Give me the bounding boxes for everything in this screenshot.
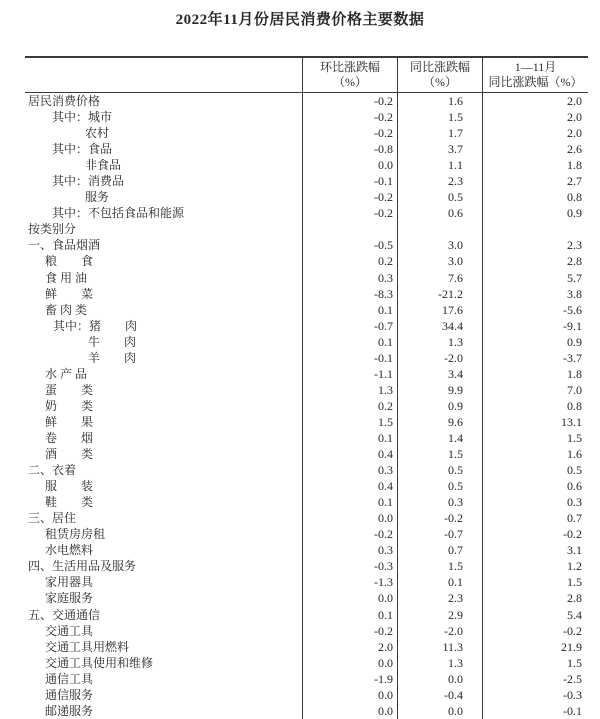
table-row — [25, 671, 588, 687]
table-row — [25, 414, 588, 430]
mom-value: 1.3 — [302, 382, 397, 398]
mom-value: 0.0 — [302, 510, 397, 526]
yoy-value: -21.2 — [397, 286, 482, 302]
table-row — [25, 430, 588, 446]
cum-value: 0.6 — [482, 478, 588, 494]
mom-value: 0.2 — [302, 253, 397, 269]
row-label: 租赁房房租 — [45, 527, 106, 542]
yoy-value: -2.0 — [397, 623, 482, 639]
cum-value: 1.8 — [482, 157, 588, 173]
mom-value: -1.1 — [302, 366, 397, 382]
yoy-value: 1.4 — [397, 430, 482, 446]
yoy-value: 0.5 — [397, 189, 482, 205]
yoy-value: -0.7 — [397, 526, 482, 542]
mom-value: 0.1 — [302, 430, 397, 446]
mom-value: -8.3 — [302, 286, 397, 302]
page-title: 2022年11月份居民消费价格主要数据 — [175, 12, 425, 28]
mom-value: -0.8 — [302, 141, 397, 157]
row-label: 邮递服务 — [45, 703, 94, 718]
cum-value: -3.7 — [482, 350, 588, 366]
mom-value: 0.1 — [302, 607, 397, 623]
table-row — [25, 350, 588, 366]
table-row — [25, 494, 588, 510]
yoy-value: 1.5 — [397, 558, 482, 574]
yoy-value: 1.1 — [397, 157, 482, 173]
row-label: 非食品 — [85, 158, 122, 173]
yoy-value: 0.5 — [397, 478, 482, 494]
header-yoy-line1: 同比涨跌幅 — [409, 60, 470, 74]
mom-value: -1.9 — [302, 671, 397, 687]
cum-value: 0.7 — [482, 510, 588, 526]
cum-value: 1.5 — [482, 430, 588, 446]
yoy-value: 2.3 — [397, 590, 482, 606]
table-row — [25, 157, 588, 173]
row-label: 家用器具 — [45, 575, 94, 590]
cum-value: -0.2 — [482, 623, 588, 639]
table-row — [25, 334, 588, 350]
row-label: 交通工具用燃料 — [45, 639, 130, 654]
mom-value: 0.0 — [302, 590, 397, 606]
cum-value: 0.3 — [482, 494, 588, 510]
row-label: 粮 食 — [45, 254, 94, 269]
mom-value: 0.4 — [302, 446, 397, 462]
header-cumulative-line2: 同比涨跌幅（%） — [488, 75, 583, 89]
row-label: 其中：消费品 — [52, 174, 125, 189]
cum-value: 1.5 — [482, 655, 588, 671]
table-row — [25, 558, 588, 574]
mom-value: 0.1 — [302, 302, 397, 318]
cum-value: 1.5 — [482, 574, 588, 590]
cum-value: 21.9 — [482, 639, 588, 655]
table-row — [25, 93, 588, 109]
header-yoy-column — [397, 58, 482, 92]
yoy-value: 1.5 — [397, 109, 482, 125]
header-cumulative-column — [482, 58, 588, 92]
cum-value: 5.4 — [482, 607, 588, 623]
mom-value: 0.0 — [302, 655, 397, 671]
row-label: 通信服务 — [45, 687, 94, 702]
row-label: 一、食品烟酒 — [28, 238, 101, 253]
cum-value: 3.8 — [482, 286, 588, 302]
table-row — [25, 639, 588, 655]
row-label: 其中：城市 — [52, 110, 113, 125]
table-row — [25, 221, 588, 237]
cum-value — [482, 221, 588, 237]
yoy-value: 34.4 — [397, 318, 482, 334]
mom-value: 0.1 — [302, 494, 397, 510]
yoy-value: 1.7 — [397, 125, 482, 141]
table-row — [25, 125, 588, 141]
cum-value: -0.1 — [482, 703, 588, 719]
yoy-value: 0.0 — [397, 671, 482, 687]
yoy-value: 0.0 — [397, 703, 482, 719]
row-label: 居民消费价格 — [28, 94, 101, 108]
table-row — [25, 590, 588, 606]
table-row — [25, 510, 588, 526]
mom-value: -0.2 — [302, 526, 397, 542]
row-label: 水 产 品 — [45, 366, 88, 381]
yoy-value: 0.7 — [397, 542, 482, 558]
table-row — [25, 237, 588, 253]
cum-value: 0.8 — [482, 189, 588, 205]
table-row — [25, 398, 588, 414]
cum-value: 2.0 — [482, 93, 588, 109]
yoy-value — [397, 221, 482, 237]
yoy-value: 1.6 — [397, 93, 482, 109]
mom-value: -1.3 — [302, 574, 397, 590]
cum-value: 2.0 — [482, 125, 588, 141]
cum-value: 2.8 — [482, 590, 588, 606]
row-label: 其中：食品 — [52, 142, 113, 157]
table-row — [25, 253, 588, 269]
table-row — [25, 270, 588, 286]
table-row — [25, 382, 588, 398]
table-row — [25, 542, 588, 558]
table-row — [25, 302, 588, 318]
row-label: 水电燃料 — [45, 543, 94, 558]
row-label: 牛 肉 — [88, 334, 137, 349]
cum-value: 3.1 — [482, 542, 588, 558]
yoy-value: 3.7 — [397, 141, 482, 157]
mom-value: 0.4 — [302, 478, 397, 494]
row-label: 二、衣着 — [28, 463, 77, 478]
cum-value: 1.6 — [482, 446, 588, 462]
yoy-value: 2.3 — [397, 173, 482, 189]
row-label: 交通工具使用和维修 — [45, 655, 154, 670]
row-label: 奶 类 — [45, 398, 94, 413]
cum-value: 0.9 — [482, 205, 588, 221]
row-label: 其中：猪 肉 — [53, 318, 138, 333]
table-row — [25, 655, 588, 671]
table-row — [25, 318, 588, 334]
cum-value: 1.2 — [482, 558, 588, 574]
yoy-value: 1.3 — [397, 334, 482, 350]
mom-value: 0.0 — [302, 157, 397, 173]
table-row — [25, 366, 588, 382]
table-body — [25, 93, 588, 719]
cum-value: 2.7 — [482, 173, 588, 189]
yoy-value: 11.3 — [397, 639, 482, 655]
mom-value: 0.0 — [302, 703, 397, 719]
mom-value: 1.5 — [302, 414, 397, 430]
yoy-value: 7.6 — [397, 270, 482, 286]
mom-value: -0.1 — [302, 350, 397, 366]
row-label: 酒 类 — [45, 447, 94, 462]
cum-value: -2.5 — [482, 671, 588, 687]
cum-value: 5.7 — [482, 270, 588, 286]
cum-value: -0.3 — [482, 687, 588, 703]
header-label-column — [25, 58, 302, 92]
table-row — [25, 687, 588, 703]
row-label: 农村 — [85, 126, 110, 141]
yoy-value: 3.0 — [397, 237, 482, 253]
row-label: 其中：不包括食品和能源 — [52, 206, 185, 221]
table-header-row — [25, 56, 588, 93]
cpi-data-table — [25, 56, 588, 719]
cum-value: 7.0 — [482, 382, 588, 398]
yoy-value: 9.9 — [397, 382, 482, 398]
yoy-value: 9.6 — [397, 414, 482, 430]
row-label: 服务 — [85, 190, 110, 205]
row-label: 鲜 果 — [45, 414, 94, 429]
table-row — [25, 189, 588, 205]
row-label: 通信工具 — [45, 671, 94, 686]
header-mom-line2: （%） — [333, 75, 367, 89]
cum-value: -9.1 — [482, 318, 588, 334]
table-row — [25, 286, 588, 302]
table-row — [25, 141, 588, 157]
yoy-value: -0.2 — [397, 510, 482, 526]
table-row — [25, 205, 588, 221]
table-row — [25, 109, 588, 125]
row-label: 家庭服务 — [45, 591, 94, 606]
row-label: 三、居住 — [28, 511, 77, 526]
mom-value: -0.2 — [302, 93, 397, 109]
row-label: 畜 肉 类 — [45, 302, 88, 317]
table-row — [25, 478, 588, 494]
header-cumulative-line1: 1—11月 — [514, 60, 557, 74]
cum-value: 0.9 — [482, 334, 588, 350]
mom-value: 0.3 — [302, 542, 397, 558]
row-label: 鞋 类 — [45, 495, 94, 510]
yoy-value: 0.6 — [397, 205, 482, 221]
mom-value: -0.1 — [302, 173, 397, 189]
row-label: 四、生活用品及服务 — [28, 559, 137, 574]
header-yoy-line2: （%） — [423, 75, 457, 89]
cum-value: -5.6 — [482, 302, 588, 318]
yoy-value: 3.0 — [397, 253, 482, 269]
cum-value: -0.2 — [482, 526, 588, 542]
table-row — [25, 574, 588, 590]
cum-value: 1.8 — [482, 366, 588, 382]
mom-value: -0.3 — [302, 558, 397, 574]
yoy-value: 0.5 — [397, 462, 482, 478]
table-row — [25, 462, 588, 478]
mom-value: -0.2 — [302, 189, 397, 205]
row-label: 鲜 菜 — [45, 286, 94, 301]
row-label: 蛋 类 — [45, 382, 94, 397]
mom-value: 0.3 — [302, 270, 397, 286]
cum-value: 2.3 — [482, 237, 588, 253]
mom-value: -0.2 — [302, 205, 397, 221]
yoy-value: 0.9 — [397, 398, 482, 414]
row-label: 服 装 — [45, 479, 94, 494]
mom-value: 0.3 — [302, 462, 397, 478]
cum-value: 2.8 — [482, 253, 588, 269]
mom-value: 0.0 — [302, 687, 397, 703]
mom-value: -0.5 — [302, 237, 397, 253]
row-label: 食 用 油 — [45, 270, 88, 285]
row-label: 按类别分 — [28, 222, 77, 237]
yoy-value: 2.9 — [397, 607, 482, 623]
cum-value: 0.5 — [482, 462, 588, 478]
row-label: 交通工具 — [45, 623, 94, 638]
mom-value: -0.2 — [302, 109, 397, 125]
header-mom-line1: 环比涨跌幅 — [319, 60, 380, 74]
table-row — [25, 607, 588, 623]
header-mom-column — [302, 58, 397, 92]
mom-value: 0.2 — [302, 398, 397, 414]
yoy-value: 1.3 — [397, 655, 482, 671]
row-label: 羊 肉 — [88, 350, 137, 365]
table-row — [25, 446, 588, 462]
mom-value: -0.7 — [302, 318, 397, 334]
cum-value: 0.8 — [482, 398, 588, 414]
yoy-value: 3.4 — [397, 366, 482, 382]
mom-value: -0.2 — [302, 623, 397, 639]
yoy-value: -0.4 — [397, 687, 482, 703]
mom-value: 0.1 — [302, 334, 397, 350]
yoy-value: 1.5 — [397, 446, 482, 462]
yoy-value: 0.3 — [397, 494, 482, 510]
cum-value: 13.1 — [482, 414, 588, 430]
mom-value: 2.0 — [302, 639, 397, 655]
mom-value — [302, 221, 397, 237]
yoy-value: 0.1 — [397, 574, 482, 590]
yoy-value: -2.0 — [397, 350, 482, 366]
table-row — [25, 173, 588, 189]
cum-value: 2.6 — [482, 141, 588, 157]
table-row — [25, 526, 588, 542]
row-label: 五、交通通信 — [28, 607, 101, 622]
mom-value: -0.2 — [302, 125, 397, 141]
cum-value: 2.0 — [482, 109, 588, 125]
table-row — [25, 703, 588, 719]
yoy-value: 17.6 — [397, 302, 482, 318]
table-row — [25, 623, 588, 639]
row-label: 卷 烟 — [45, 430, 94, 445]
